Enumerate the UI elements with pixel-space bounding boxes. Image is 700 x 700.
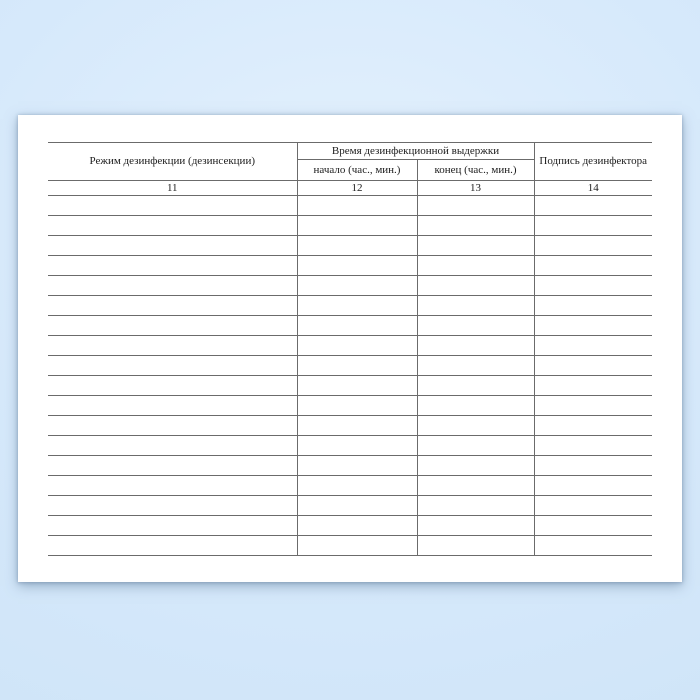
table-cell xyxy=(534,536,652,556)
table-cell xyxy=(297,416,417,436)
table-cell xyxy=(534,296,652,316)
table-cell xyxy=(48,536,297,556)
table-cell xyxy=(48,436,297,456)
table-cell xyxy=(534,236,652,256)
table-cell xyxy=(417,416,534,436)
table-cell xyxy=(534,476,652,496)
table-cell xyxy=(534,256,652,276)
table-cell xyxy=(48,216,297,236)
table-cell xyxy=(417,396,534,416)
table-cell xyxy=(534,336,652,356)
table-cell xyxy=(534,456,652,476)
table-cell xyxy=(417,196,534,216)
table-cell xyxy=(48,296,297,316)
table-cell xyxy=(297,356,417,376)
table-cell xyxy=(534,316,652,336)
table-row xyxy=(48,436,652,456)
table-cell xyxy=(48,516,297,536)
table-cell xyxy=(417,296,534,316)
table-cell xyxy=(534,436,652,456)
column-number-12: 12 xyxy=(297,181,417,196)
table-cell xyxy=(417,376,534,396)
table-row xyxy=(48,516,652,536)
table-cell xyxy=(297,516,417,536)
table-cell xyxy=(297,236,417,256)
table-cell xyxy=(48,376,297,396)
table-row xyxy=(48,456,652,476)
table-cell xyxy=(297,456,417,476)
table-cell xyxy=(534,396,652,416)
header-row-top xyxy=(48,143,652,160)
table-row xyxy=(48,496,652,516)
table-cell xyxy=(417,496,534,516)
table-cell xyxy=(48,336,297,356)
table-row xyxy=(48,476,652,496)
column-numbers-row xyxy=(48,181,652,196)
table-cell xyxy=(534,216,652,236)
header-signature: Подпись дезинфектора xyxy=(534,143,652,181)
table-row xyxy=(48,196,652,216)
table-row xyxy=(48,536,652,556)
table-cell xyxy=(297,216,417,236)
table-cell xyxy=(297,396,417,416)
table-cell xyxy=(417,456,534,476)
table-cell xyxy=(417,316,534,336)
table-cell xyxy=(48,356,297,376)
table-cell xyxy=(297,476,417,496)
disinfection-log-table xyxy=(48,142,652,556)
table-row xyxy=(48,216,652,236)
table-header xyxy=(48,143,652,196)
header-time-group: Время дезинфекционной выдержки xyxy=(297,143,534,160)
table-cell xyxy=(417,236,534,256)
table-cell xyxy=(534,356,652,376)
table-row xyxy=(48,416,652,436)
table-row xyxy=(48,376,652,396)
table-cell xyxy=(48,256,297,276)
column-number-13: 13 xyxy=(417,181,534,196)
table-cell xyxy=(48,456,297,476)
table-cell xyxy=(48,416,297,436)
table-cell xyxy=(297,496,417,516)
table-cell xyxy=(417,536,534,556)
table-row xyxy=(48,296,652,316)
table-cell xyxy=(417,436,534,456)
header-regime: Режим дезинфекции (дезинсекции) xyxy=(48,143,297,181)
table-row xyxy=(48,256,652,276)
table-cell xyxy=(48,496,297,516)
table-cell xyxy=(297,536,417,556)
table-row xyxy=(48,396,652,416)
table-cell xyxy=(534,516,652,536)
table-cell xyxy=(48,236,297,256)
table-cell xyxy=(48,316,297,336)
table-row xyxy=(48,336,652,356)
column-number-11: 11 xyxy=(48,181,297,196)
table-cell xyxy=(297,276,417,296)
table-cell xyxy=(48,396,297,416)
table-row xyxy=(48,276,652,296)
table-cell xyxy=(417,276,534,296)
document-page xyxy=(18,115,682,582)
table-row xyxy=(48,356,652,376)
table-cell xyxy=(417,336,534,356)
table-cell xyxy=(48,196,297,216)
table-cell xyxy=(534,376,652,396)
column-number-14: 14 xyxy=(534,181,652,196)
table-cell xyxy=(48,476,297,496)
table-cell xyxy=(417,516,534,536)
table-cell xyxy=(297,376,417,396)
table-cell xyxy=(534,196,652,216)
table-row xyxy=(48,316,652,336)
table-cell xyxy=(417,476,534,496)
table-cell xyxy=(534,276,652,296)
header-time-end: конец (час., мин.) xyxy=(417,160,534,181)
table-cell xyxy=(297,336,417,356)
table-cell xyxy=(417,216,534,236)
table-cell xyxy=(297,316,417,336)
table-cell xyxy=(297,436,417,456)
table-cell xyxy=(417,356,534,376)
table-cell xyxy=(297,296,417,316)
table-cell xyxy=(297,196,417,216)
table-body xyxy=(48,196,652,556)
table-cell xyxy=(534,496,652,516)
header-time-start: начало (час., мин.) xyxy=(297,160,417,181)
table-cell xyxy=(48,276,297,296)
table-row xyxy=(48,236,652,256)
table-cell xyxy=(297,256,417,276)
table-cell xyxy=(417,256,534,276)
table-cell xyxy=(534,416,652,436)
